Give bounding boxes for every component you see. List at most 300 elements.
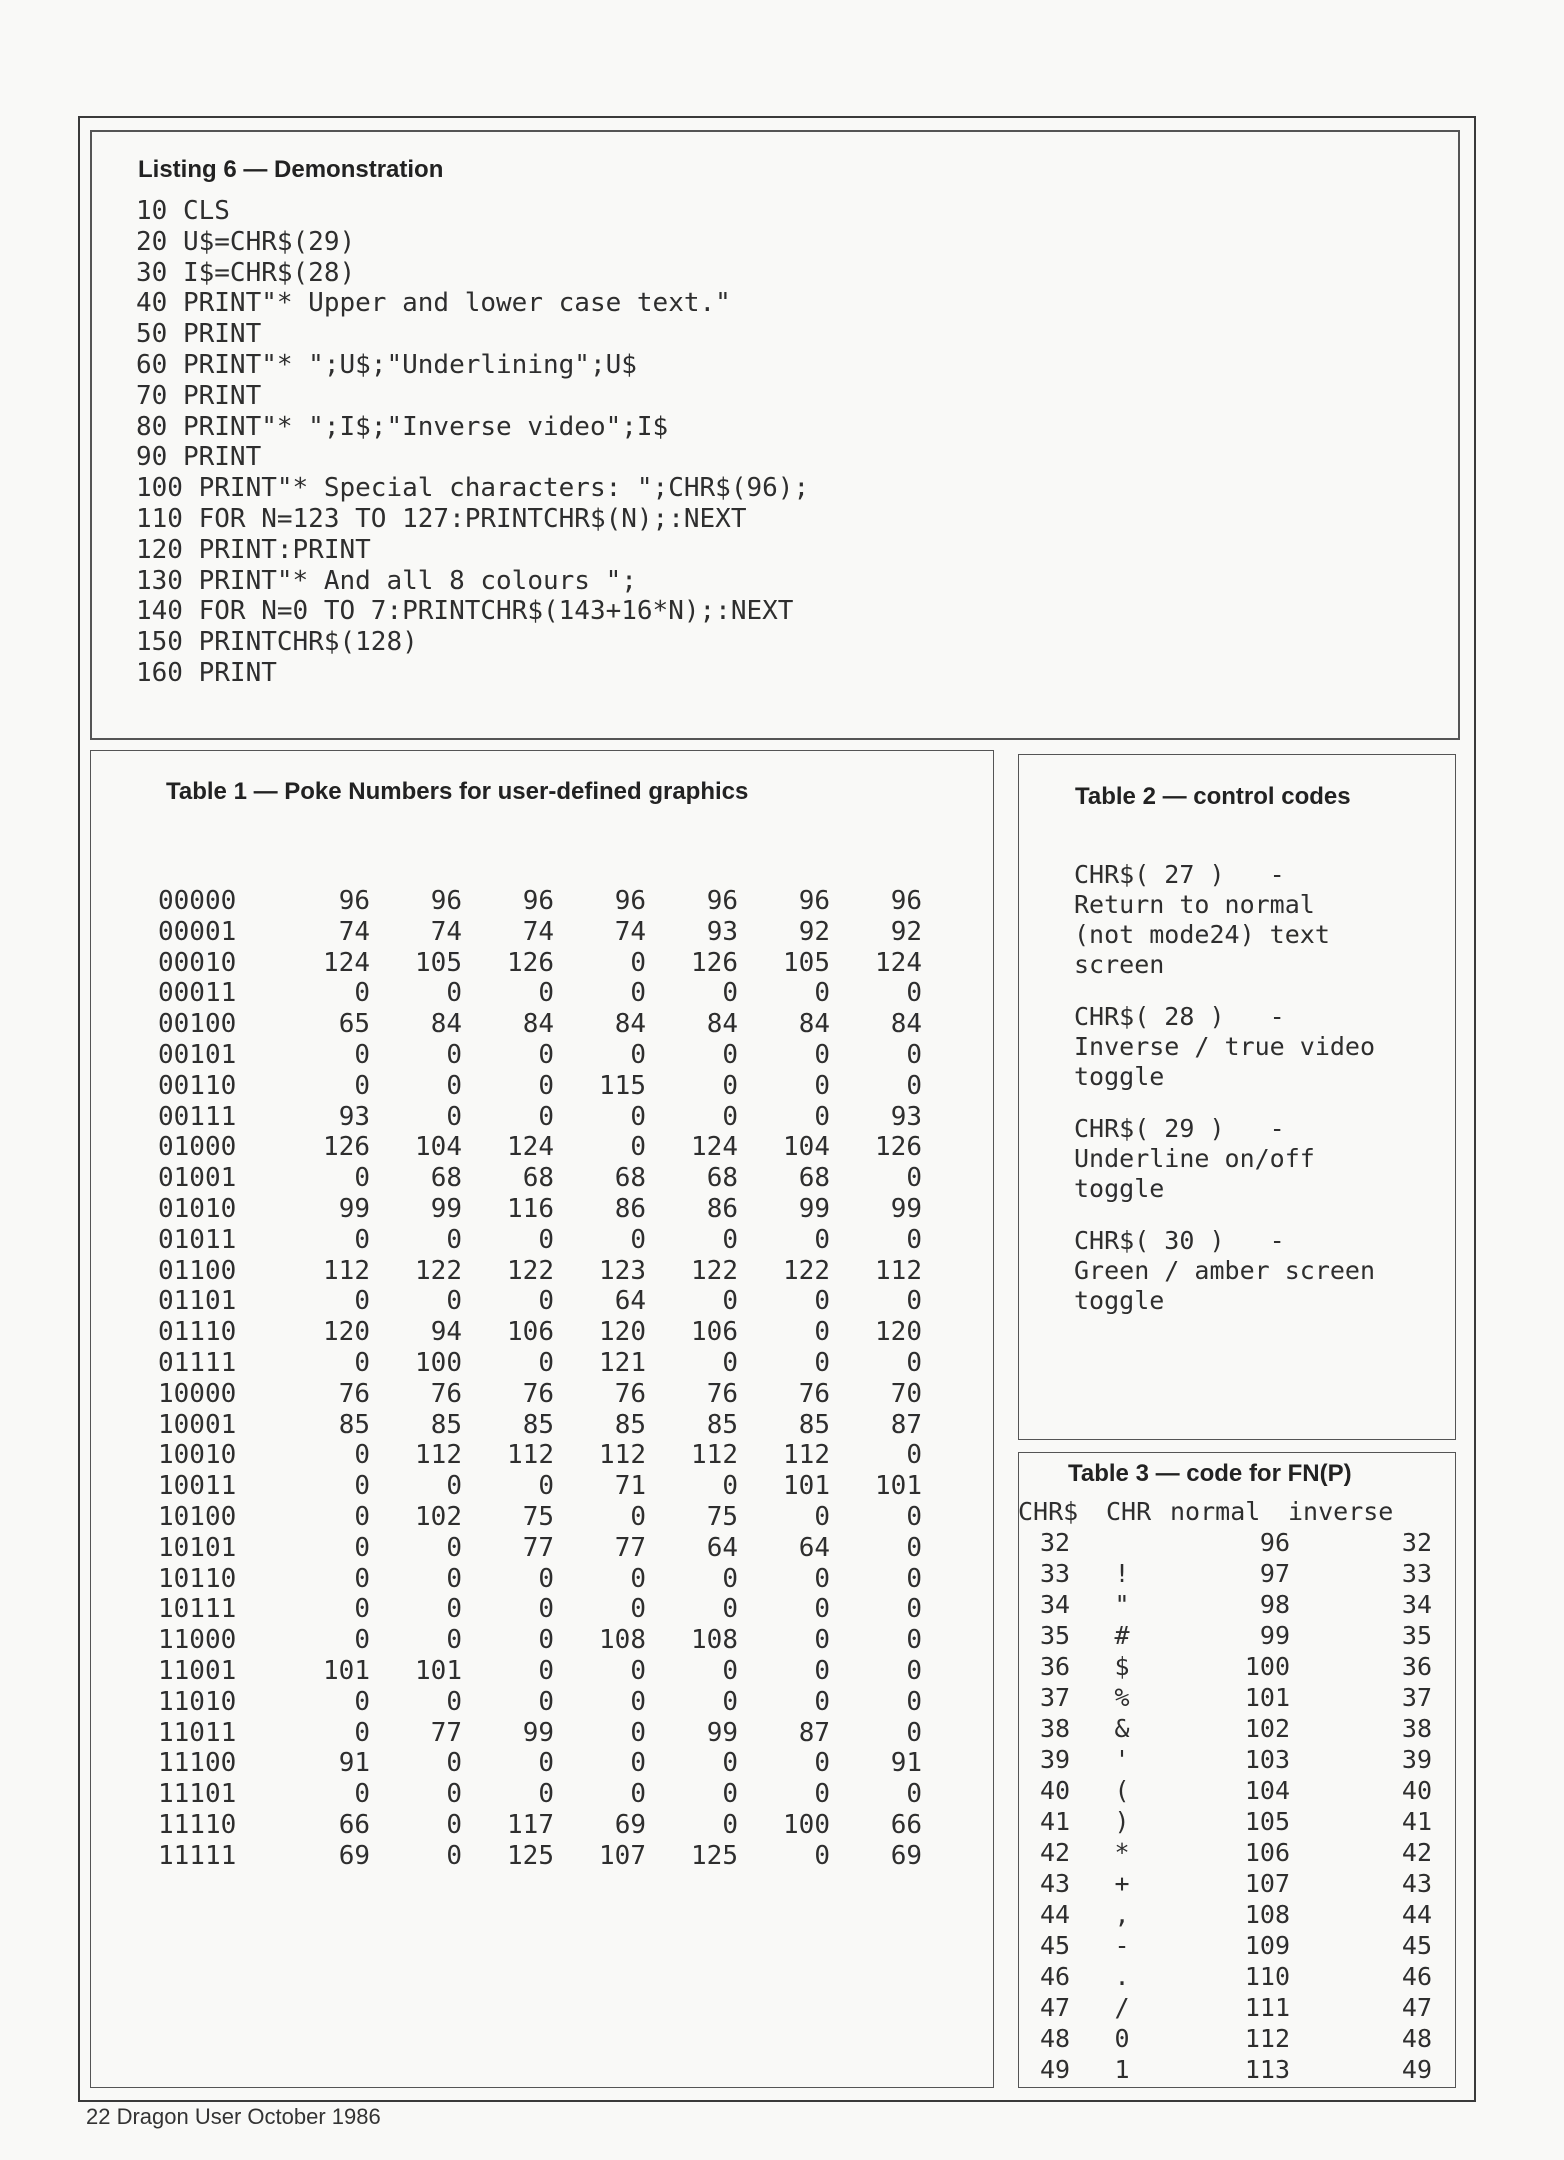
table-cell: 122 — [507, 1255, 554, 1286]
table-cell: 74 — [614, 916, 646, 947]
table-cell: 0 — [906, 1625, 922, 1656]
table-cell: 122 — [783, 1255, 830, 1286]
table-cell: 0 — [630, 1686, 646, 1717]
table-cell: 0 — [906, 1347, 922, 1378]
table-cell: 68 — [430, 1163, 462, 1194]
table-row — [158, 1286, 922, 1317]
table-cell: 77 — [614, 1532, 646, 1563]
table-cell: + — [1114, 1869, 1130, 1898]
table-cell: 110 — [1244, 1962, 1290, 1991]
table-cell: 120 — [599, 1317, 646, 1348]
table-cell: 0 — [906, 1532, 922, 1563]
table-cell: 0 — [354, 1440, 370, 1471]
table-cell: 0 — [538, 1594, 554, 1625]
fnp-code-table — [1018, 1496, 1452, 2085]
table-row — [158, 1625, 922, 1656]
table-cell: 43 — [1401, 1869, 1432, 1898]
table-cell: 41 — [1039, 1807, 1071, 1836]
table-cell: 64 — [614, 1286, 646, 1317]
table-row — [158, 1748, 922, 1779]
table-cell: - — [1114, 1931, 1130, 1960]
table-cell: 74 — [430, 916, 462, 947]
table-cell: 0 — [630, 947, 646, 978]
table-cell: 98 — [1259, 1590, 1290, 1619]
listing-line: 30 I$=CHR$(28) — [136, 257, 356, 288]
control-code: CHR$( 29 ) - — [1074, 1114, 1285, 1143]
listing-line: 120 PRINT:PRINT — [136, 534, 371, 565]
table-cell: " — [1114, 1590, 1130, 1619]
table-cell: 101 — [1244, 1683, 1290, 1712]
table-cell — [1092, 1527, 1152, 1558]
table-cell: 38 — [1039, 1714, 1071, 1743]
table-cell: 107 — [1244, 1869, 1290, 1898]
table-cell: 0 — [538, 1563, 554, 1594]
table-cell: 0 — [906, 1070, 922, 1101]
table-row — [158, 1718, 922, 1749]
table-cell: 40 — [1401, 1776, 1432, 1805]
table-cell: 101 — [415, 1655, 462, 1686]
row-label: 11011 — [158, 1717, 237, 1748]
table-cell: 0 — [538, 1039, 554, 1070]
table-row — [158, 1440, 922, 1471]
table-row — [1018, 1806, 1452, 1837]
table-cell: 126 — [875, 1132, 922, 1163]
table-cell: 84 — [430, 1009, 462, 1040]
table-cell: 0 — [722, 1686, 738, 1717]
table-cell: 0 — [354, 978, 370, 1009]
table-cell: 96 — [798, 886, 830, 916]
table-cell: 0 — [906, 978, 922, 1009]
table-cell: 93 — [706, 916, 738, 947]
table-cell: 122 — [415, 1255, 462, 1286]
row-label: 10001 — [158, 1409, 237, 1440]
table2-title: Table 2 — control codes — [1075, 783, 1351, 810]
table-cell: 103 — [1244, 1745, 1290, 1774]
table-row — [1018, 2023, 1452, 2054]
table-cell: 126 — [691, 947, 738, 978]
table-cell: 0 — [354, 1779, 370, 1810]
table-cell: 97 — [1259, 1559, 1290, 1588]
control-code-description: (not mode24) text — [1074, 920, 1330, 949]
table-cell: 96 — [1259, 1528, 1290, 1557]
table-cell: 101 — [875, 1471, 922, 1502]
table-cell: 102 — [415, 1501, 462, 1532]
row-label: 00111 — [158, 1101, 237, 1132]
table-cell: 92 — [798, 916, 830, 947]
column-header: normal — [1170, 1497, 1261, 1526]
table-cell: 99 — [890, 1193, 922, 1224]
table-cell: 0 — [814, 1625, 830, 1656]
table-cell: 40 — [1039, 1776, 1071, 1805]
table-cell: 91 — [890, 1748, 922, 1779]
listing-line: 130 PRINT"* And all 8 colours "; — [136, 565, 637, 596]
table-cell: 120 — [323, 1317, 370, 1348]
table-row — [1018, 1992, 1452, 2023]
table-cell: 112 — [1244, 2024, 1290, 2053]
row-label: 11101 — [158, 1779, 237, 1810]
table-cell: 124 — [875, 947, 922, 978]
table-cell: ' — [1114, 1745, 1130, 1774]
table-row — [1018, 1837, 1452, 1868]
table-header-row — [1018, 1496, 1452, 1527]
table-cell: 0 — [446, 1809, 462, 1840]
row-label: 01100 — [158, 1255, 237, 1286]
table-cell: 104 — [1244, 1776, 1290, 1805]
listing-line: 70 PRINT — [136, 380, 262, 411]
table-cell: 96 — [890, 886, 922, 916]
table-cell: 0 — [814, 1039, 830, 1070]
table-cell: 0 — [722, 1070, 738, 1101]
table-cell: 0 — [814, 1655, 830, 1686]
table-cell: 0 — [446, 1224, 462, 1255]
table-cell: 84 — [614, 1009, 646, 1040]
table-cell: 113 — [1244, 2055, 1290, 2084]
table-cell: 0 — [814, 1594, 830, 1625]
table-cell: 112 — [599, 1440, 646, 1471]
table-cell: 125 — [691, 1840, 738, 1871]
control-code-description: Green / amber screen — [1074, 1256, 1376, 1285]
table-cell: 112 — [507, 1440, 554, 1471]
table-cell: 0 — [814, 1779, 830, 1810]
listing-line: 140 FOR N=0 TO 7:PRINTCHR$(143+16*N);:NEXT — [136, 596, 794, 627]
table-cell: 94 — [430, 1317, 462, 1348]
table-cell: 123 — [599, 1255, 646, 1286]
table-cell: 0 — [538, 1347, 554, 1378]
table-cell: 0 — [722, 1809, 738, 1840]
table-cell: 32 — [1039, 1528, 1071, 1557]
table-cell: 0 — [906, 1686, 922, 1717]
table-cell: 0 — [446, 1779, 462, 1810]
control-code-entry — [1074, 1226, 1454, 1316]
table-cell: 92 — [890, 916, 922, 947]
table-cell: 86 — [706, 1193, 738, 1224]
table-cell: 104 — [783, 1132, 830, 1163]
table-row — [158, 1009, 922, 1040]
table-cell: 0 — [630, 1748, 646, 1779]
listing-line: 80 PRINT"* ";I$;"Inverse video";I$ — [136, 411, 669, 442]
table-cell: 0 — [814, 1317, 830, 1348]
table-cell: 36 — [1401, 1652, 1432, 1681]
table-row — [158, 1225, 922, 1256]
table-cell: 0 — [630, 1132, 646, 1163]
table-cell: 1 — [1114, 2055, 1130, 2084]
table-cell: 84 — [890, 1009, 922, 1040]
table-cell: 0 — [354, 1286, 370, 1317]
table-cell: 0 — [814, 1748, 830, 1779]
table-row — [1018, 2054, 1452, 2085]
control-codes-list — [1074, 860, 1454, 1338]
row-label: 00000 — [158, 886, 237, 916]
table-row — [1018, 1868, 1452, 1899]
table-cell: . — [1114, 1962, 1130, 1991]
table-cell: 0 — [814, 1686, 830, 1717]
listing-line: 60 PRINT"* ";U$;"Underlining";U$ — [136, 349, 637, 380]
table-cell: 96 — [614, 886, 646, 916]
table-cell: 121 — [599, 1347, 646, 1378]
table-cell: 0 — [722, 1594, 738, 1625]
table-cell: 0 — [538, 1625, 554, 1656]
table-cell: 46 — [1039, 1962, 1071, 1991]
table-cell: 99 — [798, 1193, 830, 1224]
table-cell: 0 — [630, 978, 646, 1009]
table-cell: 39 — [1039, 1745, 1071, 1774]
table-cell: 0 — [630, 1779, 646, 1810]
table-cell: 100 — [783, 1809, 830, 1840]
table-row — [158, 1348, 922, 1379]
table-cell: 76 — [614, 1378, 646, 1409]
table-row — [158, 1410, 922, 1441]
table-cell: 0 — [538, 1779, 554, 1810]
table-cell: 96 — [430, 886, 462, 916]
table-row — [158, 1687, 922, 1718]
table-row — [1018, 1558, 1452, 1589]
table-cell: / — [1114, 1993, 1130, 2022]
table-cell: 39 — [1401, 1745, 1432, 1774]
code-listing — [136, 196, 809, 689]
table-cell: 112 — [691, 1440, 738, 1471]
table-row — [1018, 1713, 1452, 1744]
table-cell: 0 — [446, 1070, 462, 1101]
table-cell: 112 — [323, 1255, 370, 1286]
row-label: 01000 — [158, 1132, 237, 1163]
table-cell: 47 — [1039, 1993, 1071, 2022]
row-label: 01110 — [158, 1317, 237, 1348]
table-cell: 0 — [538, 1686, 554, 1717]
table-cell: 0 — [814, 1224, 830, 1255]
table-cell: 84 — [798, 1009, 830, 1040]
table-cell: 0 — [354, 1070, 370, 1101]
table-cell: 0 — [538, 1224, 554, 1255]
poke-numbers-table — [158, 886, 922, 1872]
table-cell: 0 — [354, 1563, 370, 1594]
table-cell: 86 — [614, 1193, 646, 1224]
table-cell: 45 — [1039, 1931, 1071, 1960]
listing-line: 10 CLS — [136, 196, 230, 226]
table-cell: 0 — [446, 1286, 462, 1317]
table-row — [1018, 1527, 1452, 1558]
table-cell: 0 — [630, 1224, 646, 1255]
table-cell: 0 — [354, 1039, 370, 1070]
table-row — [158, 1564, 922, 1595]
table-cell: 106 — [507, 1317, 554, 1348]
table-cell: 48 — [1401, 2024, 1432, 2053]
control-code-entry — [1074, 860, 1454, 980]
table-cell: 0 — [814, 1286, 830, 1317]
table-cell: 0 — [630, 1717, 646, 1748]
table-row — [1018, 1744, 1452, 1775]
table-cell: 70 — [890, 1378, 922, 1409]
table-cell: 107 — [599, 1840, 646, 1871]
row-label: 10011 — [158, 1471, 237, 1502]
row-label: 01111 — [158, 1347, 237, 1378]
table-cell: 0 — [906, 1501, 922, 1532]
table-cell: 0 — [538, 1070, 554, 1101]
table-cell: 65 — [338, 1009, 370, 1040]
table-cell: 68 — [614, 1163, 646, 1194]
control-code-entry — [1074, 1002, 1454, 1092]
table-cell: 99 — [430, 1193, 462, 1224]
table-cell: 47 — [1401, 1993, 1432, 2022]
table-row — [1018, 1775, 1452, 1806]
table-cell: 66 — [890, 1809, 922, 1840]
page-footer: 22 Dragon User October 1986 — [86, 2104, 381, 2129]
table-cell: 0 — [814, 1347, 830, 1378]
table-cell: 35 — [1401, 1621, 1432, 1650]
table-cell: 99 — [706, 1717, 738, 1748]
row-label: 11000 — [158, 1625, 237, 1656]
table-cell: 77 — [430, 1717, 462, 1748]
table-cell: 0 — [354, 1717, 370, 1748]
control-code: CHR$( 27 ) - — [1074, 860, 1285, 889]
table-cell: & — [1114, 1714, 1130, 1743]
table-cell: 0 — [1114, 2024, 1130, 2053]
table-cell: 108 — [691, 1625, 738, 1656]
table-cell: 76 — [798, 1378, 830, 1409]
table-cell: 99 — [522, 1717, 554, 1748]
table-cell: 85 — [706, 1409, 738, 1440]
table-cell: 126 — [323, 1132, 370, 1163]
row-label: 11111 — [158, 1840, 237, 1871]
table-row — [158, 978, 922, 1009]
table-cell: 0 — [538, 1286, 554, 1317]
table-row — [158, 1194, 922, 1225]
table-cell: 125 — [507, 1840, 554, 1871]
table-cell: 0 — [538, 1748, 554, 1779]
table-cell: 0 — [630, 1039, 646, 1070]
table-cell: 0 — [722, 1101, 738, 1132]
table-cell: 112 — [415, 1440, 462, 1471]
table-cell: 0 — [538, 1101, 554, 1132]
table-cell: 104 — [415, 1132, 462, 1163]
table-cell: 111 — [1244, 1993, 1290, 2022]
table-cell: 0 — [446, 1840, 462, 1871]
column-header: CHR — [1106, 1497, 1152, 1526]
table-cell: 0 — [446, 1101, 462, 1132]
table-cell: ( — [1114, 1776, 1130, 1805]
table-cell: 112 — [875, 1255, 922, 1286]
table-cell: 124 — [323, 947, 370, 978]
table-cell: 41 — [1401, 1807, 1432, 1836]
table-row — [158, 1071, 922, 1102]
table-cell: 115 — [599, 1070, 646, 1101]
table-cell: 0 — [354, 1625, 370, 1656]
table-cell: $ — [1114, 1652, 1130, 1681]
table-cell: 106 — [691, 1317, 738, 1348]
table-cell: 49 — [1039, 2055, 1071, 2084]
table-row — [158, 886, 922, 917]
table-row — [158, 1841, 922, 1872]
table-cell: 0 — [814, 1563, 830, 1594]
row-label: 00100 — [158, 1009, 237, 1040]
table-cell: 109 — [1244, 1931, 1290, 1960]
table-cell: 46 — [1401, 1962, 1432, 1991]
control-code: CHR$( 28 ) - — [1074, 1002, 1285, 1031]
control-code-entry — [1074, 1114, 1454, 1204]
table-cell: 74 — [338, 916, 370, 947]
table-cell: 0 — [354, 1594, 370, 1625]
table-cell: 0 — [906, 1594, 922, 1625]
table-cell: 49 — [1401, 2055, 1432, 2084]
table-cell: 85 — [522, 1409, 554, 1440]
table-cell: 76 — [430, 1378, 462, 1409]
table-cell: 87 — [798, 1717, 830, 1748]
table-cell: 44 — [1401, 1900, 1432, 1929]
table-cell: 100 — [415, 1347, 462, 1378]
table-row — [1018, 1899, 1452, 1930]
table-cell: 126 — [507, 947, 554, 978]
table-cell: 84 — [706, 1009, 738, 1040]
table-cell: 36 — [1039, 1652, 1071, 1681]
table-cell: 0 — [354, 1501, 370, 1532]
row-label: 11100 — [158, 1748, 237, 1779]
table-cell: 101 — [783, 1471, 830, 1502]
table-cell: ) — [1114, 1807, 1130, 1836]
table-cell: 96 — [338, 886, 370, 916]
control-code-description: toggle — [1074, 1174, 1165, 1203]
table-cell: % — [1114, 1683, 1130, 1712]
table-cell: 68 — [798, 1163, 830, 1194]
table-cell: # — [1114, 1621, 1130, 1650]
table-cell: 0 — [722, 1563, 738, 1594]
row-label: 01101 — [158, 1286, 237, 1317]
table-cell: 48 — [1039, 2024, 1071, 2053]
table3-title: Table 3 — code for FN(P) — [1068, 1460, 1352, 1487]
control-code-description: toggle — [1074, 1286, 1165, 1315]
table-cell: 85 — [798, 1409, 830, 1440]
table-cell: 85 — [338, 1409, 370, 1440]
table-row — [158, 1379, 922, 1410]
listing-line: 20 U$=CHR$(29) — [136, 226, 356, 257]
row-label: 11001 — [158, 1655, 237, 1686]
table-cell: 45 — [1401, 1931, 1432, 1960]
column-header: inverse — [1288, 1497, 1394, 1526]
table-cell: 122 — [691, 1255, 738, 1286]
table-cell: 75 — [706, 1501, 738, 1532]
table-cell: 71 — [614, 1471, 646, 1502]
table-cell: 0 — [354, 1686, 370, 1717]
listing-title: Listing 6 — Demonstration — [138, 156, 444, 183]
table-cell: 0 — [906, 1224, 922, 1255]
table-cell: 0 — [446, 1748, 462, 1779]
table-cell: 96 — [522, 886, 554, 916]
table-row — [158, 1533, 922, 1564]
table-row — [1018, 1961, 1452, 1992]
row-label: 01001 — [158, 1163, 237, 1194]
table-cell: 0 — [446, 1594, 462, 1625]
table-cell: 64 — [706, 1532, 738, 1563]
table-cell: 99 — [1259, 1621, 1290, 1650]
table-cell: 112 — [783, 1440, 830, 1471]
table-cell: 0 — [722, 1779, 738, 1810]
table-cell: 0 — [722, 978, 738, 1009]
table-cell: 85 — [430, 1409, 462, 1440]
row-label: 01011 — [158, 1224, 237, 1255]
table-cell: 34 — [1039, 1590, 1071, 1619]
table-cell: 34 — [1401, 1590, 1432, 1619]
listing-line: 150 PRINTCHR$(128) — [136, 627, 418, 658]
table-cell: 76 — [706, 1378, 738, 1409]
row-label: 01010 — [158, 1193, 237, 1224]
table-cell: 69 — [614, 1809, 646, 1840]
table-cell: 68 — [706, 1163, 738, 1194]
table-cell: 0 — [906, 1717, 922, 1748]
table-cell: 0 — [722, 1347, 738, 1378]
table-cell: 105 — [783, 947, 830, 978]
table-cell: 0 — [906, 1655, 922, 1686]
table-row — [158, 1810, 922, 1841]
table-row — [1018, 1930, 1452, 1961]
table-cell: 42 — [1039, 1838, 1071, 1867]
